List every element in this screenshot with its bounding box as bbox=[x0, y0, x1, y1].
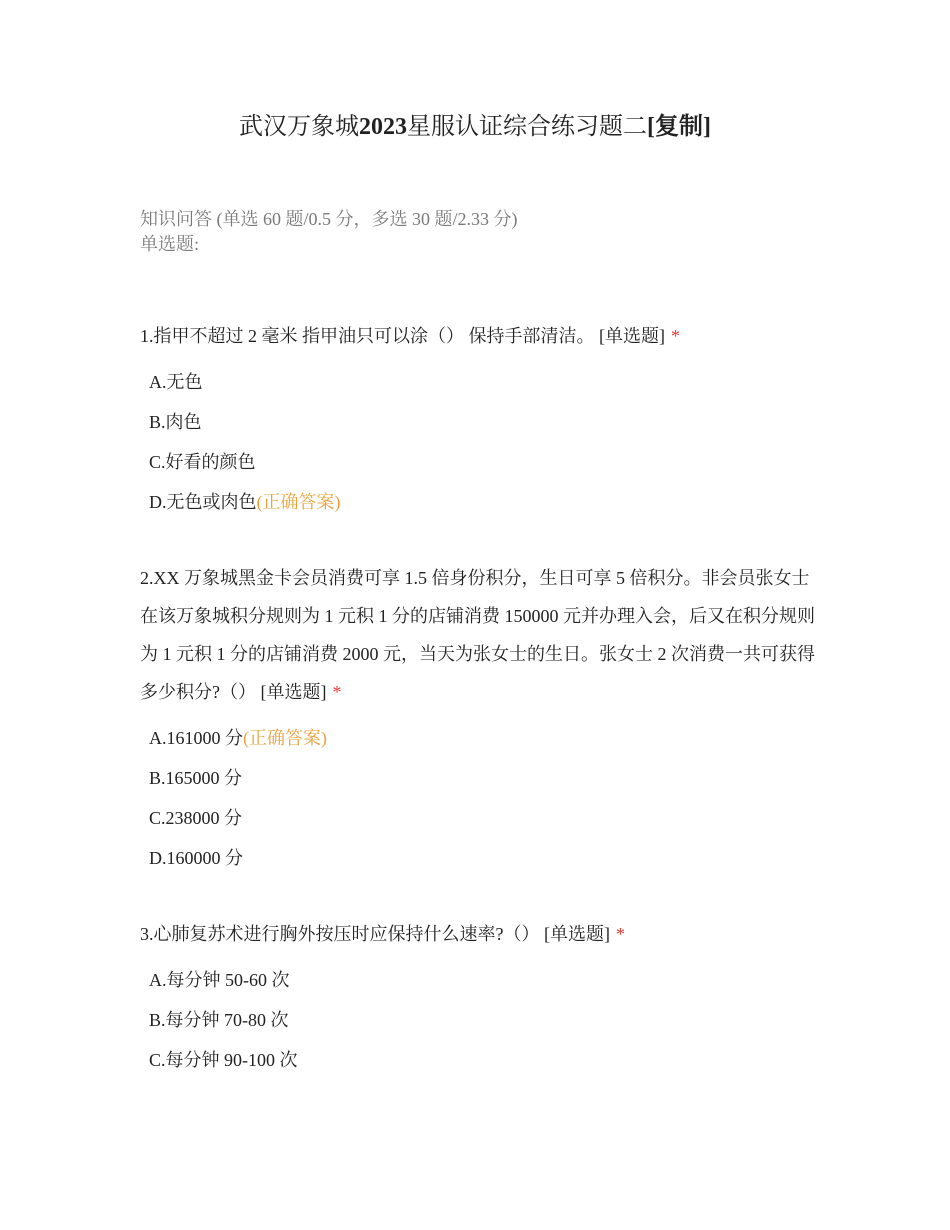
survey-intro bbox=[140, 207, 518, 257]
question-2-option-d[interactable] bbox=[149, 845, 243, 871]
page-title bbox=[0, 110, 950, 144]
question-3-option-c[interactable] bbox=[149, 1047, 298, 1073]
question-1-type: [单选题] bbox=[599, 326, 665, 346]
option-label: D.无色或肉色 bbox=[149, 492, 257, 512]
correct-answer-badge: (正确答案) bbox=[256, 492, 341, 512]
question-2-option-a[interactable] bbox=[149, 725, 327, 751]
question-2-option-c[interactable] bbox=[149, 805, 242, 831]
question-2-type: [单选题] bbox=[260, 682, 327, 702]
required-mark: * bbox=[616, 924, 625, 944]
question-3-option-a[interactable] bbox=[149, 967, 290, 993]
title-suffix: [复制] bbox=[647, 114, 711, 140]
question-1-option-c[interactable] bbox=[149, 449, 256, 475]
title-middle: 星服认证综合练习题二 bbox=[407, 114, 647, 140]
intro-line-1: 知识问答 (单选 60 题/0.5 分，多选 30 题/2.33 分) bbox=[140, 209, 518, 229]
question-2 bbox=[140, 559, 820, 711]
required-mark: * bbox=[671, 326, 680, 346]
required-mark: * bbox=[332, 682, 342, 702]
option-label: C.238000 分 bbox=[149, 808, 243, 828]
option-label: B.肉色 bbox=[149, 412, 202, 432]
question-3-text: 3.心肺复苏术进行胸外按压时应保持什么速率?（） bbox=[140, 924, 540, 944]
option-label: C.好看的颜色 bbox=[149, 452, 256, 472]
correct-answer-badge: (正确答案) bbox=[243, 728, 327, 748]
option-label: D.160000 分 bbox=[149, 848, 243, 868]
option-label: A.161000 分 bbox=[149, 728, 243, 748]
question-3-type: [单选题] bbox=[544, 924, 610, 944]
intro-line-2: 单选题: bbox=[140, 234, 200, 254]
question-2-option-b[interactable] bbox=[149, 765, 242, 791]
question-1-option-a[interactable] bbox=[149, 369, 203, 395]
question-1-text: 1.指甲不超过 2 毫米 指甲油只可以涂（） 保持手部清洁。 bbox=[140, 326, 595, 346]
title-prefix: 武汉万象城 bbox=[239, 114, 359, 140]
question-2-text: 2.XX 万象城黑金卡会员消费可享 1.5 倍身份积分，生日可享 5 倍积分。非会员张女士在该万象城积分规则为 1 元积 1 分的店铺消费 150000 元并办理入会，后又在积分规则为 1 元积 1 分的店铺消费 2000 元，当天为张女士的生日。张女士 2 次消费一共可获得多少积分?（） bbox=[140, 568, 815, 702]
option-label: A.无色 bbox=[149, 372, 203, 392]
option-label: C.每分钟 90-100 次 bbox=[149, 1050, 298, 1070]
option-label: B.165000 分 bbox=[149, 768, 243, 788]
question-3-option-b[interactable] bbox=[149, 1007, 289, 1033]
title-year: 2023 bbox=[359, 114, 407, 140]
option-label: A.每分钟 50-60 次 bbox=[149, 970, 290, 990]
option-label: B.每分钟 70-80 次 bbox=[149, 1010, 289, 1030]
question-3 bbox=[140, 915, 820, 953]
question-1-option-b[interactable] bbox=[149, 409, 202, 435]
question-1-option-d[interactable] bbox=[149, 489, 341, 515]
question-1 bbox=[140, 317, 820, 355]
